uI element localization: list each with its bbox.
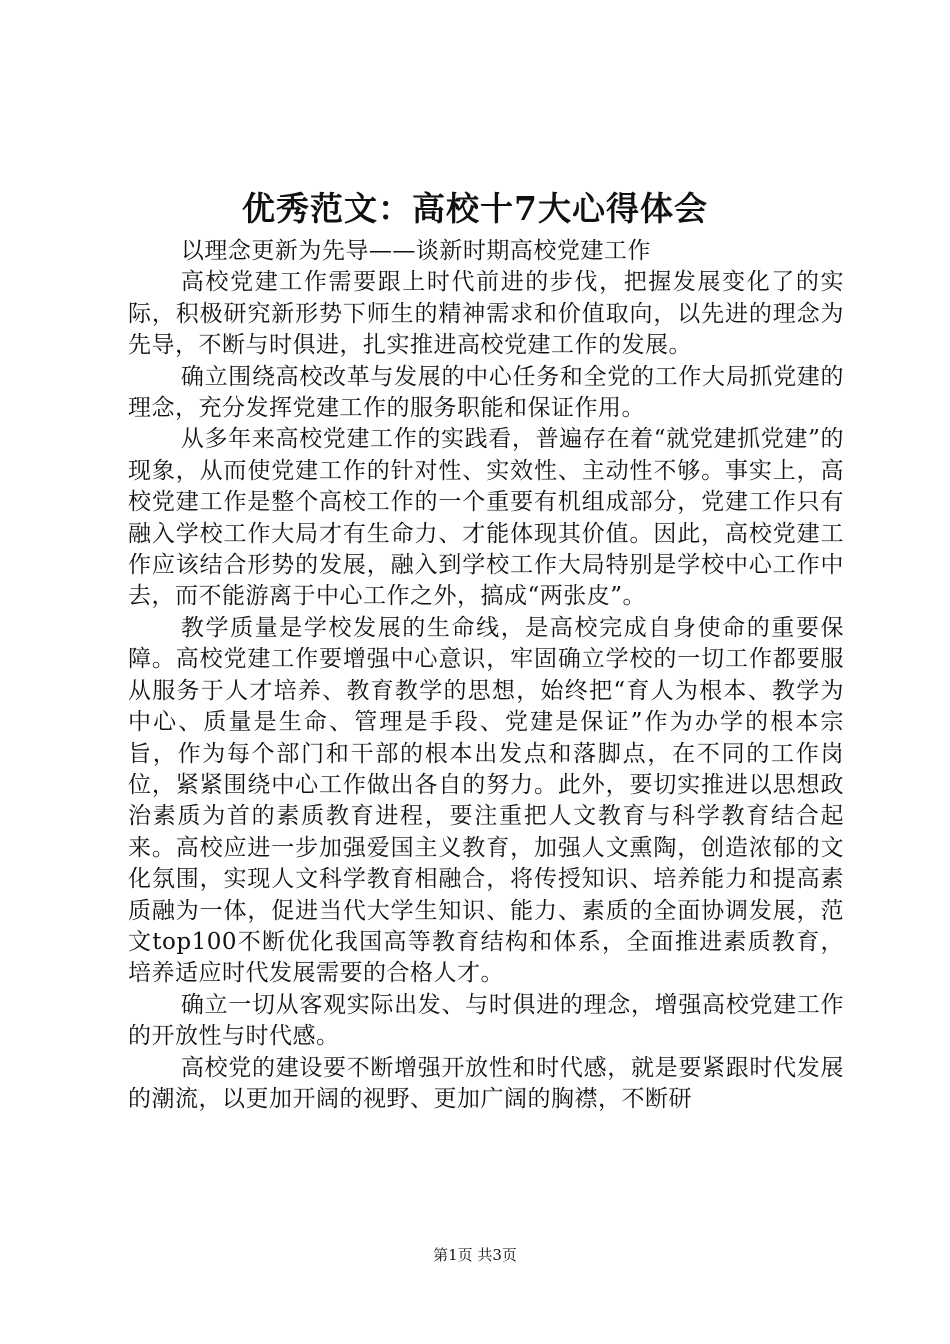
document-title: 优秀范文：高校十7大心得体会 [242,189,708,228]
body-paragraph: 高校党建工作需要跟上时代前进的步伐，把握发展变化了的实际，积极研究新形势下师生的精神需求和价值取向，以先进的理念为先导，不断与时俱进，扎实推进高校党建工作的发展。 [128,269,844,359]
body-paragraph: 确立一切从客观实际出发、与时俱进的理念，增强高校党建工作的开放性与时代感。 [128,991,844,1050]
body-paragraph: 高校党的建设要不断增强开放性和时代感，就是要紧跟时代发展的潮流，以更加开阔的视野、更加广阔的胸襟，不断研 [128,1054,844,1112]
subtitle-paragraph: 以理念更新为先导——谈新时期高校党建工作 [180,238,651,264]
body-paragraph: 确立围绕高校改革与发展的中心任务和全党的工作大局抓党建的理念，充分发挥党建工作的服务职能和保证作用。 [128,363,844,422]
document-body [128,236,844,1115]
body-paragraph: 教学质量是学校发展的生命线，是高校完成自身使命的重要保障。高校党建工作要增强中心意识，牢固确立学校的一切工作都要服从服务于人才培养、教育教学的思想，始终把“育人为根本、教学为中心、质量是生命、管理是手段、党建是保证”作为办学的根本宗旨，作为每个部门和干部的根本出发点和落脚点，在不同的工作岗位，紧紧围绕中心工作做出各自的努力。此外，要切实推进以思想政治素质为首的素质教育进程，要注重把人文教育与科学教育结合起来。高校应进一步加强爱国主义教育，加强人文熏陶，创造浓郁的文化氛围，实现人文科学教育相融合，将传授知识、培养能力和提高素质融为一体，促进当代大学生知识、能力、素质的全面协调发展，范文top100不断优化我国高等教育结构和体系，全面推进素质教育，培养适应时代发展需要的合格人才。 [128,614,844,987]
page-number-footer: 第1页 共3页 [433,1246,517,1264]
body-paragraph: 从多年来高校党建工作的实践看，普遍存在着“就党建抓党建”的现象，从而使党建工作的针对性、实效性、主动性不够。事实上，高校党建工作是整个高校工作的一个重要有机组成部分，党建工作只有融入学校工作大局才有生命力、才能体现其价值。因此，高校党建工作应该结合形势的发展，融入到学校工作大局特别是学校中心工作中去，而不能游离于中心工作之外，搞成“两张皮”。 [128,426,844,610]
